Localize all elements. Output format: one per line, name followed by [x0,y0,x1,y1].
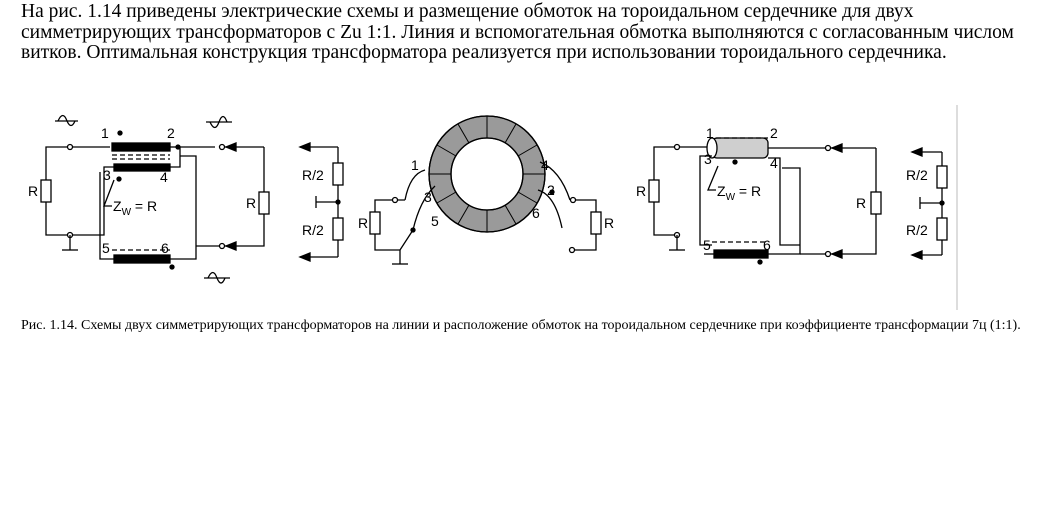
right-resistor-label: R [636,183,647,199]
right-half-r-bottom: R/2 [906,222,928,238]
toroid-pin-2: 2 [547,182,555,198]
figure-drawing [0,100,1060,310]
toroid-pin-5: 5 [431,213,439,229]
left-half-r-bottom: R/2 [302,222,324,238]
left-pin-6: 6 [161,240,169,256]
left-pin-3: 3 [103,167,111,183]
left-resistor-label: R [28,183,39,199]
toroid-pin-3: 3 [424,189,432,205]
right-pin-2: 2 [770,125,778,141]
right-pin-5: 5 [703,237,711,253]
left-pin-1: 1 [101,125,109,141]
figure-caption: Рис. 1.14. Схемы двух симметрирующих трансформаторов на линии и расположение обмоток на тороидальном сердечнике при коэффициенте трансформации 7ц (1:1). [21,318,1021,333]
toroid-pin-4: 4 [541,157,549,173]
right-pin-6: 6 [763,237,771,253]
right-pin-4: 4 [770,155,778,171]
left-split-load [300,143,343,261]
left-load-resistor-label: R [246,195,257,211]
left-half-r-top: R/2 [302,167,324,183]
toroid-resistor-right: R [604,215,615,231]
toroid-resistor-left: R [358,215,369,231]
left-impedance-label: $Z_W = R$ [113,198,158,218]
right-load-resistor-label: R [856,195,867,211]
right-pin-1: 1 [706,125,714,141]
right-pin-3: 3 [704,151,712,167]
toroid-pin-1: 1 [411,157,419,173]
right-impedance-label: $Z_W = R$ [717,183,762,203]
figure-1-14 [0,100,1060,310]
right-split-load [912,148,947,259]
body-paragraph: На рис. 1.14 приведены электрические схемы и размещение обмоток на тороидальном сердечнике для двух симметрирующих трансформаторов с Zu 1:1. Линия и вспомогательная обмотка выполняются с согласованным числом витков. Оптимальная конструкция трансформатора реализуется при использовании тороидального сердечника. [21,1,1014,63]
left-pin-5: 5 [102,240,110,256]
left-pin-4: 4 [160,169,168,185]
left-pin-2: 2 [167,125,175,141]
toroid-pin-6: 6 [532,205,540,221]
right-half-r-top: R/2 [906,167,928,183]
toroid-core [370,116,601,264]
